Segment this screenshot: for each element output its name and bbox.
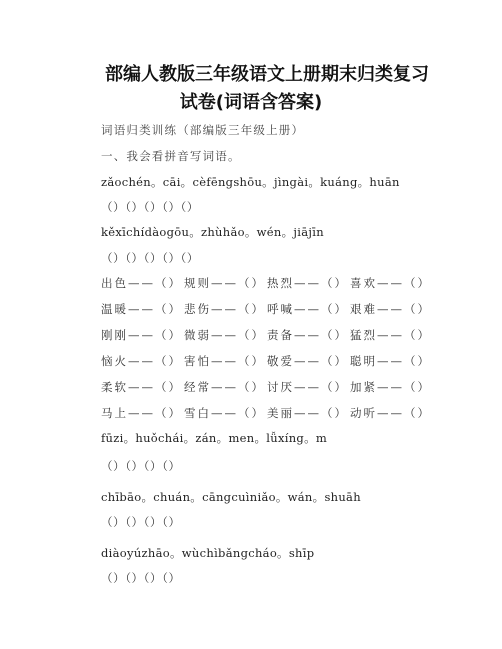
antonym-item: 敬爱——（） [267, 354, 348, 368]
antonym-item: 美丽——（） [267, 406, 348, 420]
blanks-line-2: （）（）（）（）（） [101, 251, 199, 265]
blanks-line-5: （）（）（）（） [101, 571, 181, 585]
subtitle: 词语归类训练（部编版三年级上册） [101, 123, 305, 137]
blanks-line-3: （）（）（）（） [101, 459, 181, 473]
antonym-row [101, 379, 433, 395]
section-heading: 一、我会看拼音写词语。 [101, 149, 241, 163]
antonym-item: 聪明——（） [350, 354, 431, 368]
antonym-item: 雪白——（） [184, 406, 265, 420]
antonym-item: 恼火——（） [101, 354, 182, 368]
pinyin-line-5: diàoyúzhāo。wùchìbǎngcháo。shīp [101, 546, 315, 560]
antonym-item: 喜欢——（） [350, 276, 431, 290]
antonym-item: 猛烈——（） [350, 328, 431, 342]
antonym-item: 讨厌——（） [267, 380, 348, 394]
antonym-item: 加紧——（） [350, 380, 431, 394]
blanks-line-1: （）（）（）（）（） [101, 200, 199, 214]
antonym-row [101, 353, 433, 369]
antonym-item: 责备——（） [267, 328, 348, 342]
antonym-item: 艰难——（） [350, 302, 431, 316]
antonym-item: 悲伤——（） [184, 302, 265, 316]
antonym-item: 呼喊——（） [267, 302, 348, 316]
antonym-item: 刚刚——（） [101, 328, 182, 342]
document-title-line-1: 部编人教版三年级语文上册期末归类复习 [105, 64, 429, 85]
antonym-item: 柔软——（） [101, 380, 182, 394]
pinyin-line-1: zǎochén。cāi。cèfēngshōu。jìngài。kuáng。huān [101, 175, 400, 189]
antonym-item: 经常——（） [184, 380, 265, 394]
antonym-item: 马上——（） [101, 406, 182, 420]
blanks-line-4: （）（）（）（） [101, 515, 181, 529]
antonym-item: 动听——（） [350, 406, 431, 420]
antonym-item: 热烈——（） [267, 276, 348, 290]
antonym-item: 出色——（） [101, 276, 182, 290]
antonym-row [101, 301, 433, 317]
pinyin-line-3: fūzi。huǒchái。zán。men。lǚxíng。m [101, 431, 328, 445]
pinyin-line-4: chībāo。chuán。cāngcuìniǎo。wán。shuāh [101, 490, 361, 504]
pinyin-line-2: kěxīchídàogōu。zhùhǎo。wén。jiājīn [101, 225, 324, 239]
antonym-item: 微弱——（） [184, 328, 265, 342]
antonym-item: 规则——（） [184, 276, 265, 290]
antonym-row [101, 275, 433, 291]
document-title-line-2: 试卷(词语含答案) [179, 92, 323, 113]
antonym-item: 温暖——（） [101, 302, 182, 316]
antonym-row [101, 327, 433, 343]
antonym-row [101, 405, 433, 421]
antonym-item: 害怕——（） [184, 354, 265, 368]
